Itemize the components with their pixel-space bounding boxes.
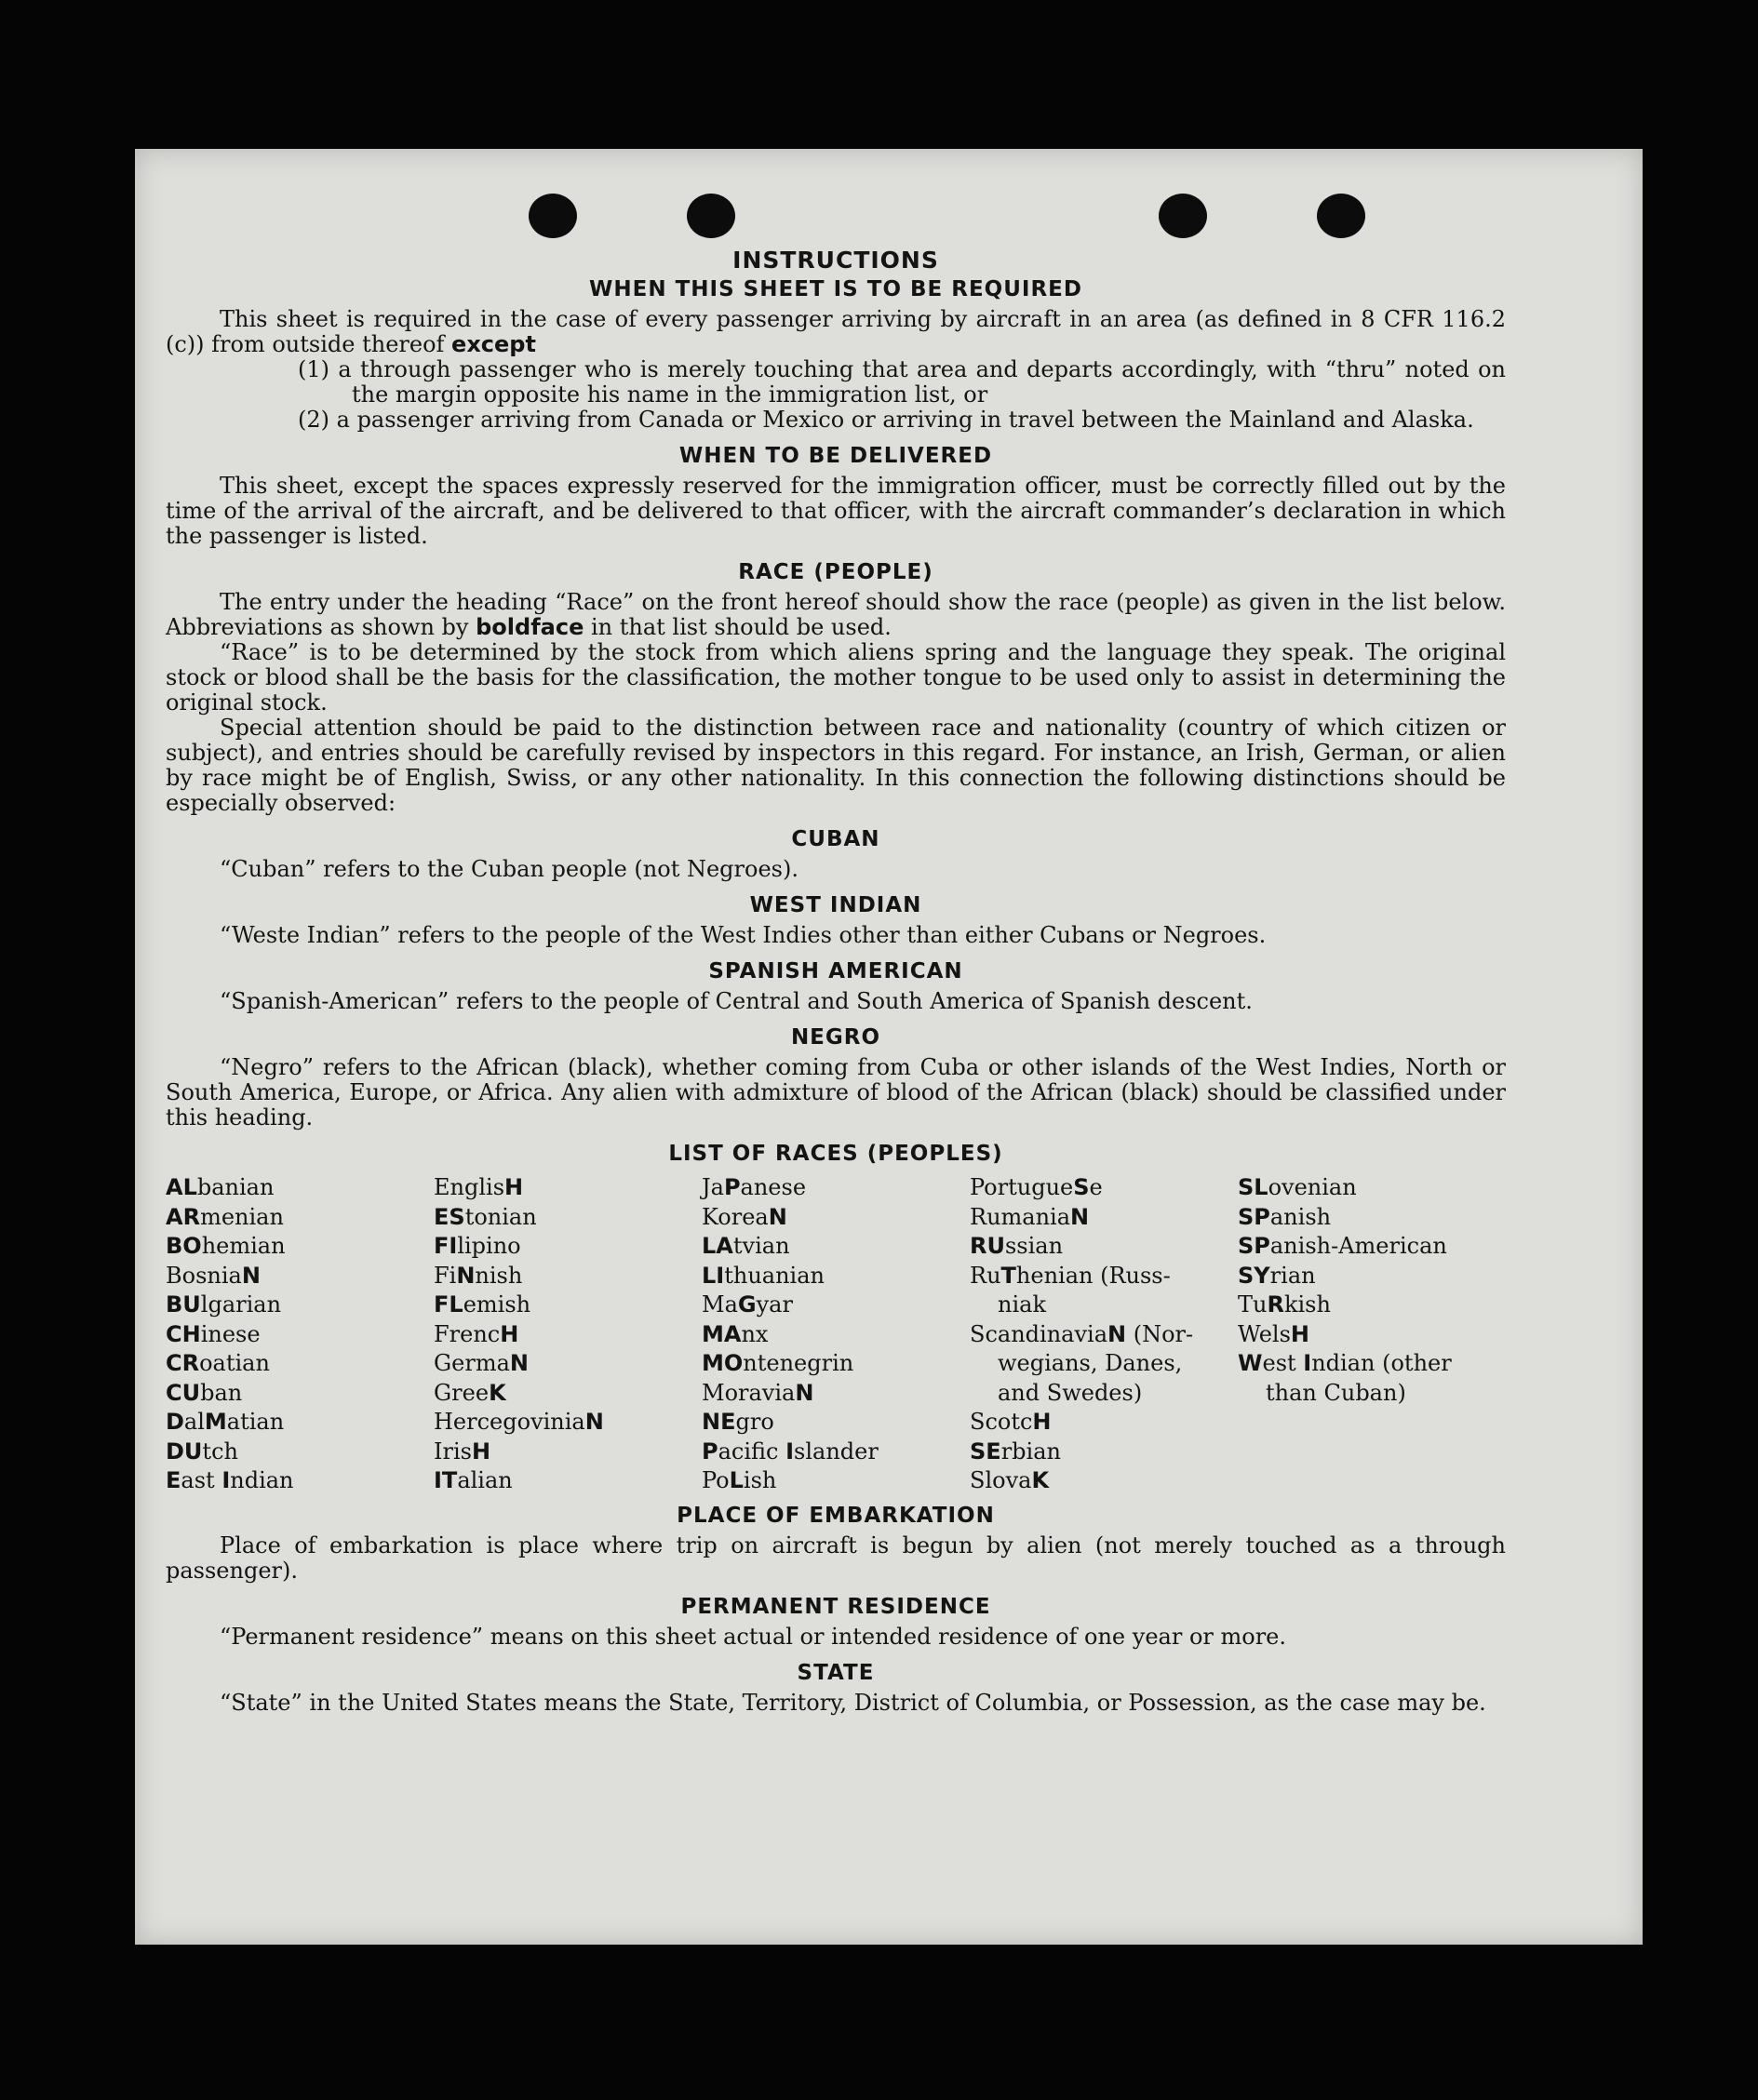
race-item: ScandinaviaN (Nor- bbox=[970, 1320, 1194, 1347]
section-heading: WHEN TO BE DELIVERED bbox=[678, 444, 993, 468]
race-item: FiNnish bbox=[434, 1262, 523, 1289]
race-item: NEgro bbox=[702, 1409, 774, 1435]
section-heading: PLACE OF EMBARKATION bbox=[677, 1503, 995, 1528]
race-item: MaGyar bbox=[702, 1291, 793, 1318]
punch-hole bbox=[687, 194, 735, 238]
race-item-continuation: wegians, Danes, bbox=[998, 1350, 1183, 1376]
section-heading: SPANISH AMERICAN bbox=[708, 959, 963, 983]
race-item: CHinese bbox=[166, 1320, 261, 1347]
race-item: BosniaN bbox=[166, 1262, 261, 1289]
race-item: ITalian bbox=[434, 1467, 513, 1493]
race-column bbox=[166, 1173, 434, 1496]
race-item: ALbanian bbox=[166, 1174, 275, 1200]
race-item: LIthuanian bbox=[702, 1262, 825, 1289]
section-heading: CUBAN bbox=[791, 827, 880, 851]
punch-hole bbox=[1159, 194, 1207, 238]
paragraph: “Negro” refers to the African (black), whether coming from Cuba or other islands of the West Indies, North or South America, Europe, or Africa. Any alien with admixture of blood of the African (black) should be classified under this heading. bbox=[166, 1054, 1506, 1130]
race-item: RUssian bbox=[970, 1233, 1064, 1259]
paragraph: “State” in the United States means the State, Territory, District of Columbia, or Possession, as the case may be. bbox=[220, 1689, 1486, 1716]
race-item: DUtch bbox=[166, 1438, 238, 1465]
race-item: EnglisH bbox=[434, 1174, 524, 1200]
paragraph: (1) a through passenger who is merely touching that area and departs accordingly, with “thru” noted on the margin opposite his name in the immigration list, or bbox=[298, 356, 1506, 408]
paragraph: Special attention should be paid to the distinction between race and nationality (country of which citizen or subject), and entries should be carefully revised by inspectors in this regard. For instance, an Irish, German, or alien by race might be of English, Swiss, or any other nationality. In this connection the following distinctions should be especially observed: bbox=[166, 715, 1506, 816]
paragraph: This sheet is required in the case of every passenger arriving by aircraft in an area (as defined in 8 CFR 116.2 (c)) from outside thereof except bbox=[166, 306, 1506, 357]
section-heading: WEST INDIAN bbox=[749, 893, 922, 917]
race-item: FLemish bbox=[434, 1291, 531, 1318]
race-item: WelsH bbox=[1238, 1320, 1309, 1347]
document-sheet bbox=[135, 149, 1643, 1945]
race-item: West Indian (other bbox=[1238, 1350, 1452, 1376]
race-item: GreeK bbox=[434, 1379, 506, 1406]
race-item: BOhemian bbox=[166, 1233, 286, 1259]
race-column bbox=[702, 1173, 970, 1496]
race-item: KoreaN bbox=[702, 1203, 787, 1230]
paragraph: “Cuban” refers to the Cuban people (not Negroes). bbox=[220, 856, 798, 882]
race-item: JaPanese bbox=[702, 1174, 807, 1200]
race-item: DalMatian bbox=[166, 1409, 285, 1435]
paragraph: “Permanent residence” means on this sheet actual or intended residence of one year or more. bbox=[220, 1623, 1286, 1650]
race-item: FIlipino bbox=[434, 1233, 521, 1259]
race-item: PortugueSe bbox=[970, 1174, 1103, 1200]
race-item: SLovenian bbox=[1238, 1174, 1357, 1200]
race-column bbox=[434, 1173, 702, 1496]
race-column bbox=[1238, 1173, 1506, 1496]
paragraph: “Race” is to be determined by the stock from which aliens spring and the language they speak. The original stock or blood shall be the basis for the classification, the mother tongue to be used only to assist in determining the original stock. bbox=[166, 639, 1506, 716]
race-item: HercegoviniaN bbox=[434, 1409, 604, 1435]
race-item: East Indian bbox=[166, 1467, 294, 1493]
section-heading: LIST OF RACES (PEOPLES) bbox=[668, 1142, 1003, 1166]
race-item: FrencH bbox=[434, 1320, 519, 1347]
race-item: CRoatian bbox=[166, 1350, 270, 1376]
race-column bbox=[970, 1173, 1238, 1496]
race-item: MAnx bbox=[702, 1320, 769, 1347]
race-item: LAtvian bbox=[702, 1233, 790, 1259]
instructions-content bbox=[166, 247, 1506, 1716]
paragraph: “Weste Indian” refers to the people of the West Indies other than either Cubans or Negroes. bbox=[220, 922, 1267, 948]
section-heading: STATE bbox=[797, 1660, 875, 1685]
race-item: TuRkish bbox=[1238, 1291, 1331, 1318]
punch-hole bbox=[1317, 194, 1365, 238]
section-heading: WHEN THIS SHEET IS TO BE REQUIRED bbox=[589, 277, 1082, 301]
race-item: PoLish bbox=[702, 1467, 777, 1493]
paragraph: Place of embarkation is place where trip on aircraft is begun by alien (not merely touched as a through passenger). bbox=[166, 1532, 1506, 1584]
paragraph: (2) a passenger arriving from Canada or Mexico or arriving in travel between the Mainland and Alaska. bbox=[298, 407, 1474, 433]
paragraph: The entry under the heading “Race” on the front hereof should show the race (people) as given in the list below. Abbreviations as shown by boldface in that list should be used. bbox=[166, 589, 1506, 640]
section-heading: NEGRO bbox=[790, 1025, 881, 1050]
race-item: SlovaK bbox=[970, 1467, 1050, 1493]
race-item: GermaN bbox=[434, 1350, 530, 1376]
race-list bbox=[166, 1173, 1506, 1496]
section-heading: PERMANENT RESIDENCE bbox=[680, 1594, 991, 1619]
race-item: RuThenian (Russ- bbox=[970, 1262, 1171, 1289]
race-item: EStonian bbox=[434, 1203, 537, 1230]
race-item-continuation: and Swedes) bbox=[998, 1379, 1143, 1406]
section-heading: RACE (PEOPLE) bbox=[738, 560, 933, 584]
race-item: SYrian bbox=[1238, 1262, 1316, 1289]
paragraph: This sheet, except the spaces expressly reserved for the immigration officer, must be correctly filled out by the time of the arrival of the aircraft, and be delivered to that officer, with the aircraft commander’s declaration in which the passenger is listed. bbox=[166, 473, 1506, 549]
race-item: BUlgarian bbox=[166, 1291, 282, 1318]
punch-hole bbox=[529, 194, 577, 238]
race-item: CUban bbox=[166, 1379, 243, 1406]
race-item-continuation: than Cuban) bbox=[1266, 1379, 1406, 1406]
race-item: MoraviaN bbox=[702, 1379, 814, 1406]
race-item: IrisH bbox=[434, 1438, 491, 1465]
race-item: ScotcH bbox=[970, 1409, 1052, 1435]
race-item: Pacific Islander bbox=[702, 1438, 879, 1465]
race-item: RumaniaN bbox=[970, 1203, 1090, 1230]
instructions-title: INSTRUCTIONS bbox=[732, 247, 939, 274]
race-item: SPanish-American bbox=[1238, 1233, 1447, 1259]
race-item: MOntenegrin bbox=[702, 1350, 854, 1376]
race-item: ARmenian bbox=[166, 1203, 284, 1230]
race-item: SPanish bbox=[1238, 1203, 1332, 1230]
paragraph: “Spanish-American” refers to the people of Central and South America of Spanish descent. bbox=[220, 988, 1253, 1014]
race-item: SErbian bbox=[970, 1438, 1061, 1465]
race-item-continuation: niak bbox=[998, 1291, 1046, 1318]
